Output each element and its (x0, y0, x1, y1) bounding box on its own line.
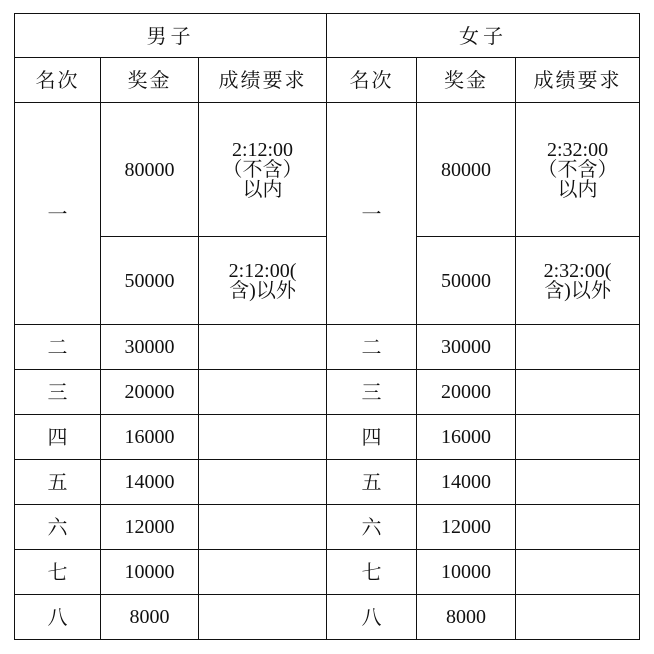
men-rank: 八 (15, 595, 101, 640)
men-rank: 四 (15, 415, 101, 460)
men-prize: 30000 (101, 325, 199, 370)
men-requirement (199, 550, 327, 595)
women-title: 女子 (327, 14, 640, 58)
women-prize: 12000 (417, 505, 516, 550)
women-first-requirement-tier1 (516, 103, 640, 237)
men-rank: 五 (15, 460, 101, 505)
women-requirement-header: 成绩要求 (516, 58, 640, 103)
table-row (15, 550, 640, 595)
women-requirement (516, 415, 640, 460)
women-rank-header: 名次 (327, 58, 417, 103)
men-rank: 二 (15, 325, 101, 370)
men-prize: 14000 (101, 460, 199, 505)
men-prize: 12000 (101, 505, 199, 550)
women-requirement (516, 460, 640, 505)
men-prize: 10000 (101, 550, 199, 595)
men-requirement-header: 成绩要求 (199, 58, 327, 103)
requirement-line: 以内 (242, 178, 283, 201)
table-row (15, 595, 640, 640)
table-row (15, 370, 640, 415)
requirement-line: 2:32:00 (546, 138, 609, 161)
table-row (15, 505, 640, 550)
men-requirement (199, 370, 327, 415)
women-prize: 8000 (417, 595, 516, 640)
requirement-line: 2:32:00( (543, 259, 612, 282)
women-prize: 14000 (417, 460, 516, 505)
requirement-line: 以内 (557, 178, 598, 201)
men-requirement (199, 505, 327, 550)
women-first-rank: 一 (327, 103, 417, 325)
gender-title-row (15, 14, 640, 58)
women-requirement (516, 370, 640, 415)
men-title: 男子 (15, 14, 327, 58)
men-rank: 六 (15, 505, 101, 550)
women-first-prize-tier2: 50000 (417, 237, 516, 325)
men-prize: 20000 (101, 370, 199, 415)
men-first-prize-tier1: 80000 (101, 103, 199, 237)
requirement-line: 2:12:00 (231, 138, 294, 161)
requirement-line: 含)以外 (229, 279, 296, 302)
women-rank: 四 (327, 415, 417, 460)
women-rank: 三 (327, 370, 417, 415)
requirement-line: 含)以外 (544, 279, 611, 302)
women-rank: 六 (327, 505, 417, 550)
requirement-line: 2:12:00( (228, 259, 297, 282)
women-prize: 20000 (417, 370, 516, 415)
prize-money-table (14, 13, 640, 640)
men-rank: 三 (15, 370, 101, 415)
women-rank: 七 (327, 550, 417, 595)
men-first-requirement-tier1 (199, 103, 327, 237)
men-first-prize-tier2: 50000 (101, 237, 199, 325)
women-first-prize-tier1: 80000 (417, 103, 516, 237)
women-rank: 二 (327, 325, 417, 370)
women-prize: 10000 (417, 550, 516, 595)
requirement-line: （不含） (222, 158, 303, 181)
men-first-rank: 一 (15, 103, 101, 325)
men-first-requirement-tier2 (199, 237, 327, 325)
men-prize: 16000 (101, 415, 199, 460)
table-row (15, 460, 640, 505)
women-rank: 八 (327, 595, 417, 640)
men-requirement (199, 415, 327, 460)
women-rank: 五 (327, 460, 417, 505)
requirement-line: （不含） (537, 158, 618, 181)
women-prize: 16000 (417, 415, 516, 460)
men-rank: 七 (15, 550, 101, 595)
women-requirement (516, 550, 640, 595)
table-row (15, 415, 640, 460)
women-requirement (516, 325, 640, 370)
men-requirement (199, 460, 327, 505)
women-requirement (516, 505, 640, 550)
women-requirement (516, 595, 640, 640)
men-prize-header: 奖金 (101, 58, 199, 103)
men-rank-header: 名次 (15, 58, 101, 103)
table-row (15, 325, 640, 370)
first-place-row-tier1 (15, 103, 640, 237)
men-requirement (199, 595, 327, 640)
women-prize: 30000 (417, 325, 516, 370)
women-prize-header: 奖金 (417, 58, 516, 103)
men-requirement (199, 325, 327, 370)
women-first-requirement-tier2 (516, 237, 640, 325)
column-header-row (15, 58, 640, 103)
men-prize: 8000 (101, 595, 199, 640)
